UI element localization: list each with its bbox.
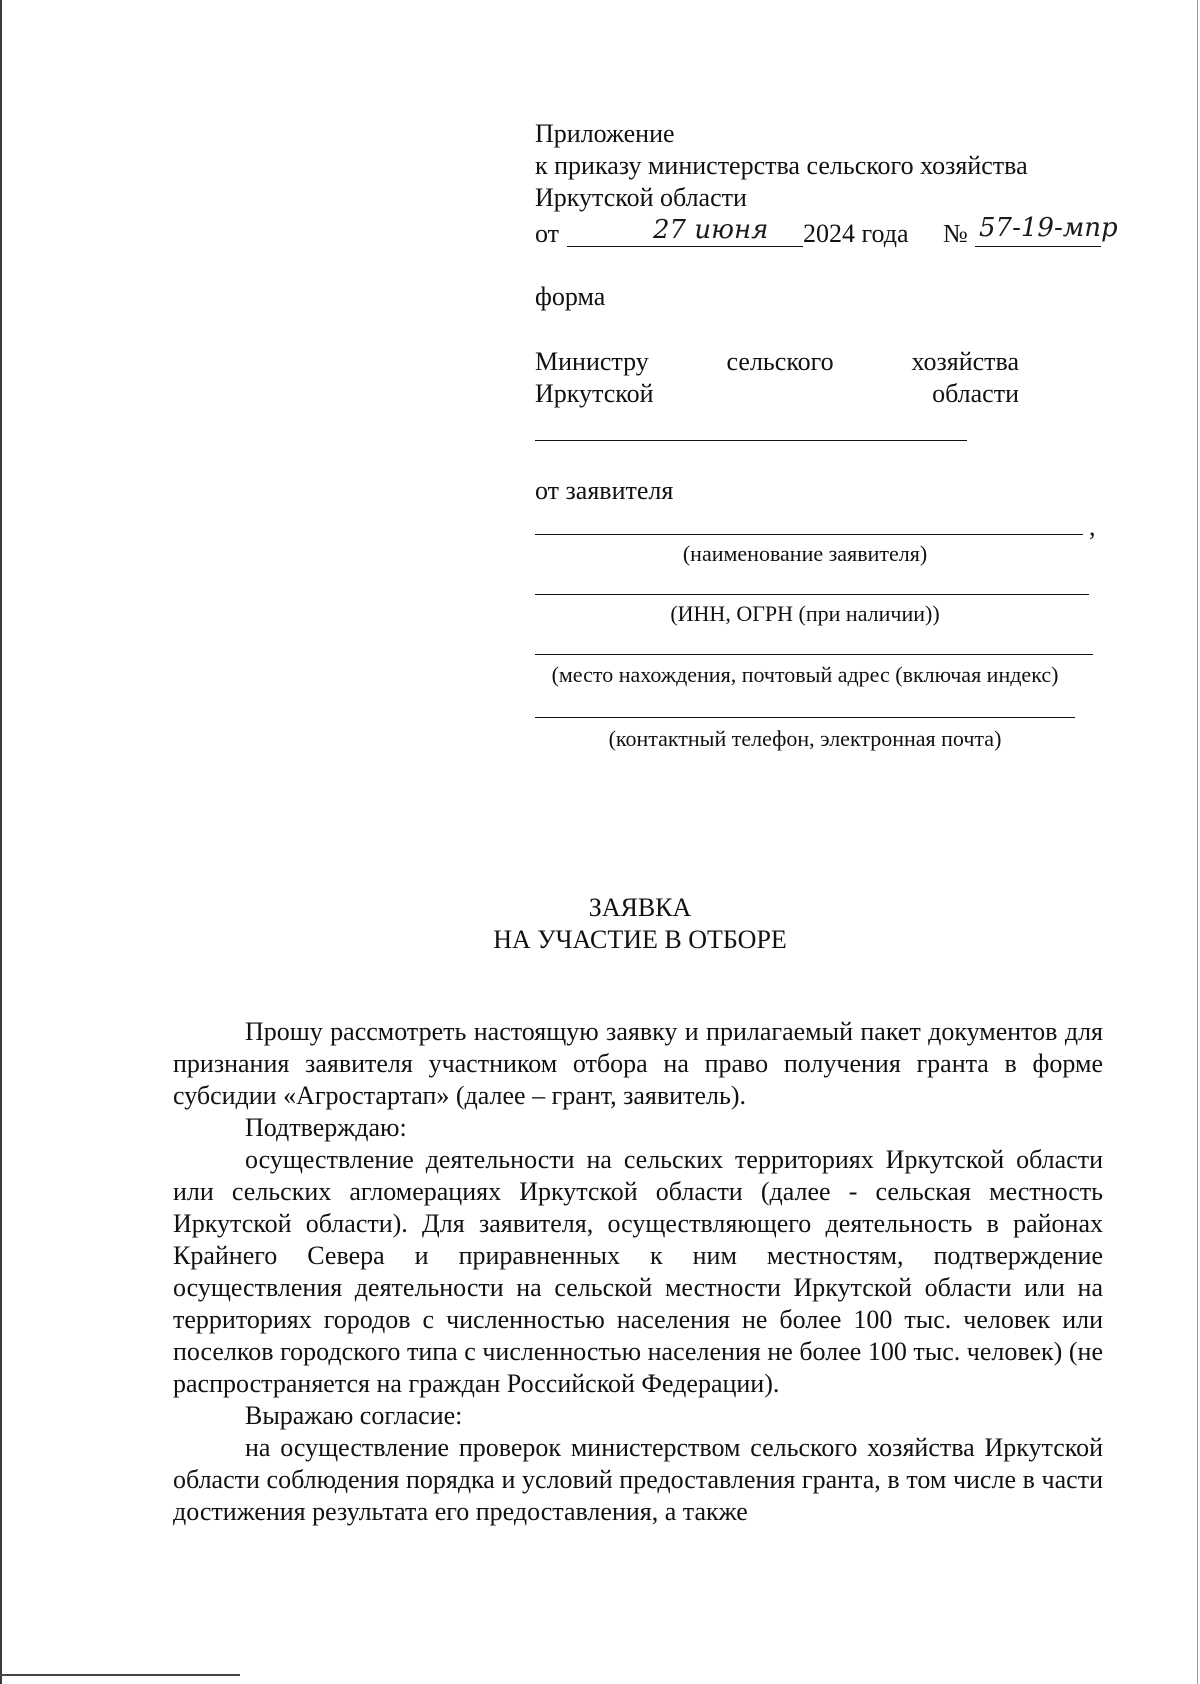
addressee-word: области — [932, 379, 1019, 408]
date-underline — [567, 246, 803, 247]
comma: , — [1089, 512, 1096, 541]
handwritten-number: 57-19-мпр — [979, 213, 1118, 243]
form-label: форма — [535, 282, 606, 311]
number-sign: № — [943, 219, 968, 248]
caption-applicant-name: (наименование заявителя) — [682, 541, 928, 566]
title-line-2: НА УЧАСТИЕ В ОТБОРЕ — [493, 925, 787, 954]
year-text: 2024 года — [803, 219, 909, 248]
addressee-word: сельского — [726, 347, 834, 376]
inn-ogrn-line[interactable] — [535, 594, 1089, 595]
handwritten-date: 27 июня — [653, 215, 769, 245]
addressee-word: Министру — [535, 347, 649, 376]
applicant-label: от заявителя — [535, 476, 674, 505]
body-paragraph: Прошу рассмотреть настоящую заявку и прилагаемый пакет документов для признания заявителя участником отбора на право получения гранта в форме субсидии «Агростартап» (далее – грант, заявитель). — [173, 1017, 1103, 1110]
caption-contacts: (контактный телефон, электронная почта) — [608, 726, 1002, 751]
addressee-word: хозяйства — [911, 347, 1019, 376]
appendix-header — [535, 118, 1135, 250]
addressee-word: Иркутской — [535, 379, 654, 408]
title-line-1: ЗАЯВКА — [588, 893, 692, 922]
from-prefix: от — [535, 219, 560, 248]
appendix-line-2: к приказу министерства сельского хозяйства — [535, 151, 1028, 180]
addressee-block — [535, 346, 1019, 410]
caption-inn-ogrn: (ИНН, ОГРН (при наличии)) — [670, 601, 940, 626]
scan-edge-right — [1197, 0, 1198, 1684]
appendix-line-1: Приложение — [535, 119, 675, 148]
appendix-line-3: Иркутской области — [535, 183, 747, 212]
body-paragraph: Выражаю согласие: — [245, 1401, 463, 1430]
application-body — [173, 1016, 1103, 1528]
contacts-line[interactable] — [535, 717, 1075, 718]
applicant-name-line[interactable] — [535, 534, 1083, 535]
scan-edge-left — [0, 0, 2, 1684]
order-date-row — [535, 214, 1135, 250]
body-paragraph: на осуществление проверок министерством сельского хозяйства Иркутской области соблюдения порядка и условий предоставления гранта, в том числе в части достижения результата его предоставления, а также — [173, 1433, 1103, 1526]
address-line[interactable] — [535, 654, 1093, 655]
number-underline — [975, 246, 1101, 247]
document-title — [300, 892, 980, 956]
caption-address: (место нахождения, почтовый адрес (включая индекс) — [551, 662, 1059, 687]
minister-name-line — [535, 440, 967, 441]
body-paragraph: Подтверждаю: — [245, 1113, 407, 1142]
scan-edge-bottom — [0, 1674, 240, 1676]
body-paragraph: осуществление деятельности на сельских территориях Иркутской области или сельских агломерациях Иркутской области (далее - сельская местность Иркутской области). Для заявителя, осуществляющего деятельность в районах Крайнего Севера и приравненных к ним местностям, подтверждение осуществления деятельности на сельской местности Иркутской области или на территориях городов с численностью населения не более 100 тыс. человек или поселков городского типа с численностью населения не более 100 тыс. человек) (не распространяется на граждан Российской Федерации). — [173, 1145, 1103, 1398]
